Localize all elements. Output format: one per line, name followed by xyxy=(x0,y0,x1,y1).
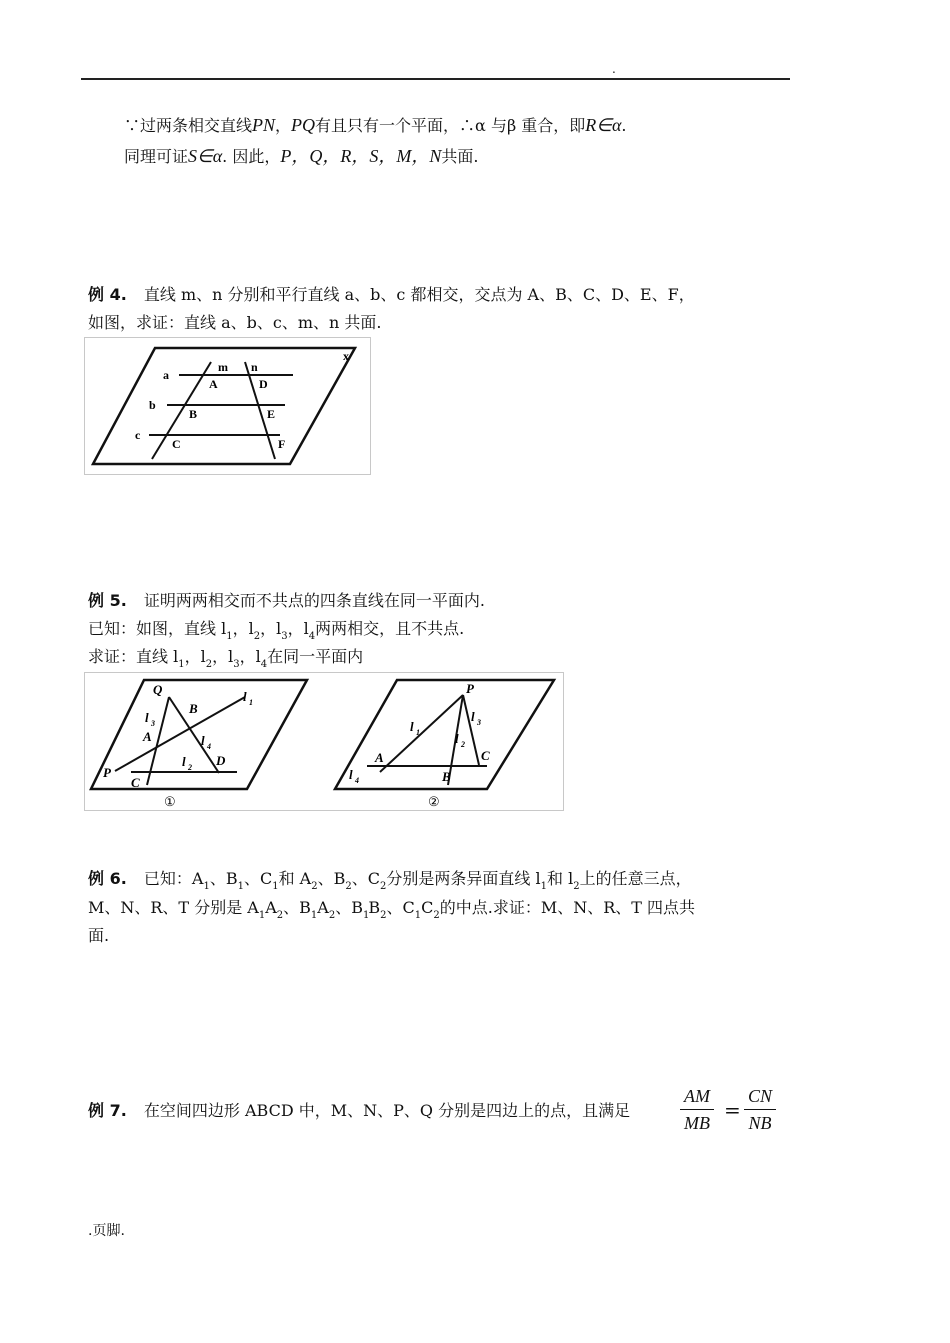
fig1-label-P: P xyxy=(103,765,111,780)
sub: 2 xyxy=(328,910,336,921)
ex6-line-3: 面. xyxy=(88,926,110,945)
sub: 2 xyxy=(276,910,284,921)
ex6-text: 、C xyxy=(243,869,273,888)
fig1-number: ① xyxy=(164,794,176,809)
ex7-line-1 xyxy=(88,1100,630,1122)
ex7-fraction-1 xyxy=(678,1083,716,1136)
proof-text: . 因此， xyxy=(222,147,281,166)
fig2-line-l1 xyxy=(380,695,463,772)
fig1-label-l1: l xyxy=(243,689,247,704)
ex6-text: 和 A xyxy=(278,869,312,888)
fig2-label-l3-sub: 3 xyxy=(477,718,481,727)
sub: 2 xyxy=(345,881,352,892)
ex6-text: 的中点.求证：M、N、R、T 四点共 xyxy=(439,898,696,917)
ex4-line-2: 如图，求证：直线 a、b、c、m、n 共面. xyxy=(88,313,382,332)
ex5-given xyxy=(88,618,464,648)
fig1-label-l2-sub: 2 xyxy=(188,763,192,772)
ex6-text: 和 l xyxy=(546,869,574,888)
ex5-label: 例 5. xyxy=(88,591,127,610)
line-m xyxy=(152,362,211,459)
fig2-label-l4-sub: 4 xyxy=(355,776,359,785)
fig1-label-Q: Q xyxy=(153,682,163,697)
ex6-text: M、N、R、T 分别是 A xyxy=(88,898,259,917)
fig1-label-l2: l xyxy=(182,754,186,769)
label-a: a xyxy=(163,368,169,382)
sub: 1 xyxy=(310,910,318,921)
fig2-label-l3: l xyxy=(471,709,475,724)
ex6-text: 、B xyxy=(283,898,311,917)
ex5-figure xyxy=(84,672,564,811)
label-B: B xyxy=(189,407,198,421)
sub: 1 xyxy=(226,631,233,642)
given-text: 已知：如图，直线 l xyxy=(88,619,227,638)
given-text: ，l xyxy=(232,619,254,638)
sub: 3 xyxy=(281,631,288,642)
label-A: A xyxy=(209,377,218,391)
math-r-in-alpha: R∈α xyxy=(585,115,622,135)
fig1-label-l3-sub: 3 xyxy=(151,719,155,728)
given-text: ，l xyxy=(260,619,282,638)
frac-num: CN xyxy=(744,1083,776,1110)
fig2-line-l3 xyxy=(463,695,479,765)
proof-text: ∵过两条相交直线 xyxy=(124,116,253,135)
fig2-label-l2-sub: 2 xyxy=(461,740,465,749)
sub: 1 xyxy=(363,910,370,921)
sub: 2 xyxy=(380,881,387,892)
ex6-text: 、C xyxy=(351,869,381,888)
label-C: C xyxy=(172,437,181,451)
ex6-text: 分别是两条异面直线 l xyxy=(386,869,541,888)
sub: 2 xyxy=(253,631,261,642)
header-dot: . xyxy=(612,62,616,76)
ex6-text: 上的任意三点， xyxy=(579,869,692,888)
ex6-text: 已知：A xyxy=(143,869,204,888)
ex6-text: 、C xyxy=(386,898,415,917)
sub: 3 xyxy=(233,659,240,670)
math-pq: PQ xyxy=(291,115,316,135)
label-D: D xyxy=(259,377,268,391)
sub: 1 xyxy=(203,881,210,892)
ex7-label: 例 7. xyxy=(88,1101,127,1120)
fig1-label-l4-sub: 4 xyxy=(207,742,211,751)
fig1-label-C: C xyxy=(131,775,140,790)
ex4-line-1 xyxy=(88,284,695,306)
sub: 1 xyxy=(272,881,279,892)
ex6-text: A xyxy=(317,898,329,917)
math-points: P，Q，R，S，M，N xyxy=(280,146,442,166)
ex7-fraction-2 xyxy=(742,1083,778,1136)
fig2-label-P: P xyxy=(466,681,474,696)
label-n: n xyxy=(251,360,258,374)
fig1-label-D: D xyxy=(216,753,226,768)
prove-text: ，l xyxy=(239,647,261,666)
fig1-label-B: B xyxy=(189,701,198,716)
fig1-label-l3: l xyxy=(145,710,149,725)
fig1-label-l4: l xyxy=(201,733,205,748)
proof-text: 有且只有一个平面，∴α 与β 重合，即 xyxy=(315,116,586,135)
sub: 4 xyxy=(308,631,316,642)
header-rule xyxy=(81,78,790,80)
fig1-label-A: A xyxy=(143,729,152,744)
prove-text: 求证：直线 l xyxy=(88,647,179,666)
ex6-text: 、B xyxy=(209,869,238,888)
label-F: F xyxy=(278,437,286,451)
ex7-text: 在空间四边形 ABCD 中，M、N、P、Q 分别是四边上的点，且满足 xyxy=(143,1101,631,1120)
given-text: ，l xyxy=(287,619,309,638)
label-E: E xyxy=(267,407,276,421)
ex6-text: A xyxy=(265,898,277,917)
sub: 2 xyxy=(311,881,318,892)
fig2-label-C: C xyxy=(481,748,490,763)
ex4-label: 例 4. xyxy=(88,285,127,304)
sub: 1 xyxy=(540,881,547,892)
prove-text: ，l xyxy=(212,647,234,666)
sub: 1 xyxy=(258,910,266,921)
label-c: c xyxy=(135,428,141,442)
ex4-text: 直线 m、n 分别和平行直线 a、b、c 都相交，交点为 A、B、C、D、E、F， xyxy=(143,285,695,304)
fig1-label-l1-sub: 1 xyxy=(249,698,253,707)
label-m: m xyxy=(218,360,228,374)
fig2-label-l4: l xyxy=(349,767,353,782)
proof-text: 同理可证 xyxy=(124,147,189,166)
ex6-text: 、B xyxy=(317,869,346,888)
math-pn: PN xyxy=(252,115,276,135)
fig2-label-l2: l xyxy=(455,731,459,746)
page-footer: .页脚. xyxy=(88,1223,125,1239)
ex6-line-1 xyxy=(88,868,692,898)
frac-den: NB xyxy=(748,1113,772,1133)
prove-text: 在同一平面内 xyxy=(267,647,364,666)
fig2-label-A: A xyxy=(375,750,384,765)
ex5-text: 证明两两相交而不共点的四条直线在同一平面内. xyxy=(143,591,485,610)
sub: 4 xyxy=(260,659,268,670)
fig2-label-B: B xyxy=(442,769,451,784)
proof-sep: ， xyxy=(275,116,292,135)
fig2-label-l1: l xyxy=(410,719,414,734)
sub: 2 xyxy=(205,659,213,670)
proof-line-1 xyxy=(124,114,627,137)
proof-text: . xyxy=(621,116,627,135)
given-text: 两两相交，且不共点. xyxy=(315,619,465,638)
sub: 1 xyxy=(237,881,244,892)
frac-num: AM xyxy=(680,1083,714,1110)
ex6-label: 例 6. xyxy=(88,869,127,888)
sub: 2 xyxy=(433,910,440,921)
fig1-line-l1 xyxy=(115,697,245,771)
label-x: x xyxy=(343,349,349,363)
ex6-text: 、B xyxy=(335,898,363,917)
sub: 1 xyxy=(178,659,185,670)
frac-den: MB xyxy=(684,1113,710,1133)
sub: 2 xyxy=(380,910,387,921)
fig2-label-l1-sub: 1 xyxy=(416,728,420,737)
proof-text: 共面. xyxy=(441,147,479,166)
proof-line-2 xyxy=(124,145,478,168)
ex6-line-2: M、N、R、T 分别是 $A_1A_2$、$B_1A_2$、$B_1B_2$、$C_1C_2$的中点.求证：M、N、R、T 四点共 xyxy=(88,898,696,921)
label-b: b xyxy=(149,398,156,412)
sub: 1 xyxy=(414,910,422,921)
ex5-line-1 xyxy=(88,590,485,612)
ex4-figure xyxy=(84,337,371,475)
prove-text: ，l xyxy=(184,647,206,666)
fig2-number: ② xyxy=(428,794,440,809)
math-s-in-alpha: S∈α xyxy=(188,146,223,166)
sub: 2 xyxy=(573,881,580,892)
ex7-equals: = xyxy=(724,1098,741,1122)
